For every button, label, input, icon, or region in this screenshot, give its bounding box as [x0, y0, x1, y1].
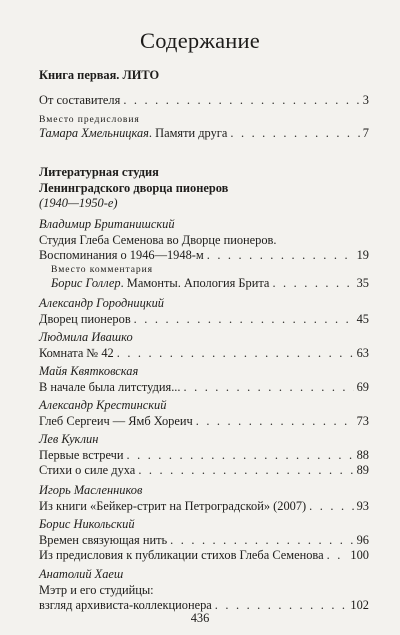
- entry-title: [51, 276, 269, 292]
- entry-title: Комната № 42: [39, 345, 114, 360]
- toc-entry-britanishsky[interactable]: [39, 217, 369, 291]
- entry-author: Александр Городницкий: [39, 296, 165, 310]
- entry-author: Игорь Масленников: [39, 483, 143, 497]
- dot-leader: [123, 93, 359, 109]
- dot-leader: [170, 533, 353, 549]
- dot-leader: [127, 448, 354, 464]
- page-number: 73: [356, 413, 369, 428]
- entry-author: Владимир Британишский: [39, 217, 175, 231]
- entry-title: Воспоминания о 1946—1948-м: [39, 248, 204, 262]
- entry-title: Первые встречи: [39, 447, 124, 462]
- dot-leader: [309, 499, 353, 515]
- folio-page-number: 436: [190, 611, 210, 625]
- section-heading-line2: Ленинградского дворца пионеров: [39, 180, 229, 195]
- entry-author: Борис Никольский: [39, 517, 135, 531]
- entry-title: Из книги «Бейкер-стрит на Петроградской» (2007): [39, 498, 307, 513]
- entry-author: Борис Голлер: [51, 275, 121, 290]
- page-number: 100: [350, 548, 369, 562]
- entry-title: Из предисловия к публикации стихов Глеба Семенова: [39, 548, 324, 562]
- page-number: 19: [356, 248, 369, 262]
- dot-leader: [138, 463, 353, 479]
- section-heading-line1: Литературная студия: [39, 165, 159, 179]
- page-number: 96: [356, 532, 369, 547]
- page-number: 7: [362, 126, 369, 140]
- book-one-section: [39, 68, 369, 84]
- page-number: 63: [356, 345, 369, 360]
- page-number: 89: [356, 463, 369, 477]
- entry-author: Лев Куклин: [39, 432, 99, 446]
- entry-author: Майя Квятковская: [39, 364, 139, 378]
- studio-section-heading: [39, 165, 369, 212]
- page-number: 88: [356, 447, 369, 462]
- dot-leader: [272, 276, 353, 292]
- entry-title: Глеб Сергеич — Ямб Хореич: [39, 413, 193, 428]
- entry-title: В начале была литстудия...: [39, 379, 181, 394]
- entry-title: взгляд архивиста-коллекционера: [39, 598, 212, 612]
- entry-title: Времен связующая нить: [39, 532, 168, 547]
- toc-entry-khaesh[interactable]: [39, 567, 369, 614]
- toc-entry-krestinsky[interactable]: [39, 398, 369, 429]
- toc-entry-compiler[interactable]: [39, 93, 369, 109]
- dot-leader: [230, 126, 359, 142]
- entry-work: . Мамонты. Апология Брита: [120, 275, 270, 290]
- toc-entry-nikolsky[interactable]: [39, 517, 369, 564]
- entry-author: Тамара Хмельницкая: [39, 126, 149, 140]
- entry-author: Александр Крестинский: [39, 398, 167, 412]
- page-number: 102: [350, 598, 369, 612]
- entry-note: Вместо комментария: [51, 263, 153, 275]
- entry-title: Стихи о силе духа: [39, 463, 136, 477]
- entry-note: Вместо предисловия: [39, 114, 140, 125]
- page-number: 3: [362, 93, 369, 107]
- toc-entry-ivashko[interactable]: [39, 330, 369, 361]
- page-title: Содержание: [140, 28, 260, 53]
- section-period: (1940—1950-е): [39, 196, 118, 210]
- entry-author: Анатолий Хаеш: [39, 567, 124, 581]
- entry-title: Студия Глеба Семенова во Дворце пионеров.: [39, 232, 277, 247]
- dot-leader: [196, 414, 354, 430]
- dot-leader: [134, 312, 354, 328]
- toc-entry-maslennikov[interactable]: [39, 483, 369, 514]
- page-number: 93: [356, 498, 369, 513]
- dot-leader: [117, 346, 354, 362]
- dot-leader: [207, 248, 354, 264]
- page-number: 45: [356, 311, 369, 326]
- book-heading: Книга первая. ЛИТО: [39, 68, 160, 82]
- toc-entry-preface[interactable]: [39, 114, 369, 142]
- dot-leader: [327, 548, 348, 564]
- toc-entry-kvyatkovskaya[interactable]: [39, 364, 369, 395]
- page-number: 69: [356, 379, 369, 394]
- entry-author: Людмила Ивашко: [39, 330, 133, 344]
- page-number: 35: [356, 275, 369, 290]
- toc-entry-gorodnitsky[interactable]: [39, 296, 369, 327]
- entry-title: Мэтр и его студийцы:: [39, 582, 154, 597]
- entry-work: . Памяти друга: [148, 126, 228, 140]
- entry-title: От составителя: [39, 93, 121, 107]
- entry-title: Дворец пионеров: [39, 311, 131, 326]
- entry-title: [39, 126, 227, 142]
- dot-leader: [184, 380, 354, 396]
- toc-entry-kuklin[interactable]: [39, 432, 369, 479]
